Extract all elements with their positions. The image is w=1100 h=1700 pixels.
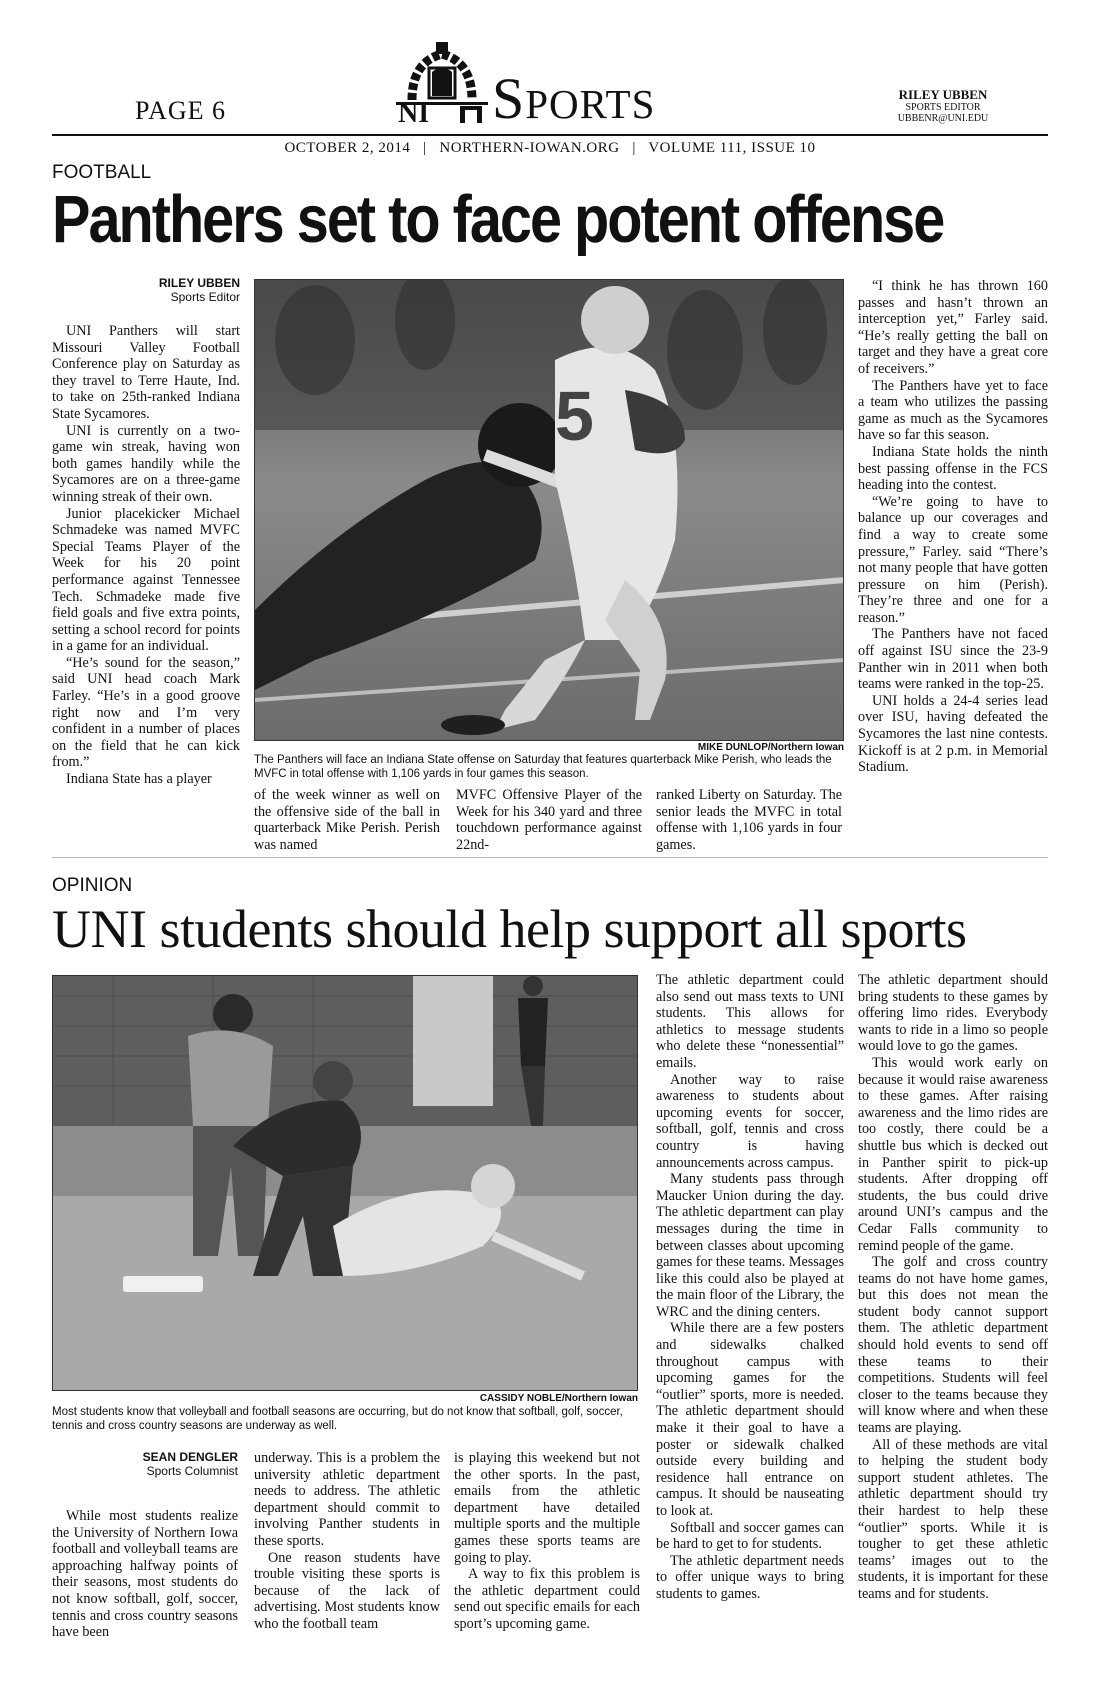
photo-caption: Most students know that volleyball and football seasons are occurring, but do not know that softball, golf, soccer, tennis and cross country seasons are underway as well. xyxy=(52,1406,623,1432)
article-column-5 xyxy=(858,278,1048,776)
paragraph: While most students realize the University of Northern Iowa football and volleyball teams are approaching halfway points of their seasons, most students do not know softball, golf, soccer, tennis and cross country seasons have been xyxy=(52,1508,238,1641)
paragraph: “We’re going to have to balance up our coverages and find a way to create some pressure,” Farley. said “There’s not many people that have gotten pressure on him (Perish). They’re three and one for a reason.” xyxy=(858,493,1048,626)
football-photo xyxy=(254,279,844,741)
paragraph: Indiana State holds the ninth best passing offense in the FCS heading into the contest. xyxy=(858,443,1048,494)
paragraph: The athletic department needs to offer unique ways to bring students to games. xyxy=(656,1552,844,1602)
paragraph: All of these methods are vital to helping the student body support student athletes. The athletic department should try their hardest to help these “outlier” sports. While it is tougher to get these athletic teams’ images out to the students, it is important for these teams and for students. xyxy=(858,1436,1048,1602)
editor-title: SPORTS EDITOR xyxy=(905,102,981,114)
masthead-rule xyxy=(52,134,1048,136)
paragraph: “I think he has thrown 160 passes and hasn’t thrown an interception yet,” Farley said. “He’s really getting the ball on target and they have a great core of receivers.” xyxy=(858,278,1048,377)
article-column-2 xyxy=(254,787,440,853)
article-column-5 xyxy=(858,972,1048,1603)
paragraph: underway. This is a problem the university athletic department needs to address. The athletic department should commit to involving Panther students in these sports. xyxy=(254,1450,440,1549)
editor-contact xyxy=(868,88,1018,124)
section-divider xyxy=(52,857,1048,858)
byline xyxy=(52,1450,238,1478)
section-title: Sports xyxy=(492,66,656,131)
paragraph: UNI Panthers will start Missouri Valley Football Conference play on Saturday as they travel to Terre Haute, Ind. to take on 25th-ranked Indiana State Sycamores. xyxy=(52,323,240,422)
photo-credit: CASSIDY NOBLE/Northern Iowan xyxy=(479,1393,638,1404)
page-number: PAGE 6 xyxy=(135,96,227,125)
softball-photo xyxy=(52,975,638,1391)
logo-letters: NI xyxy=(398,98,430,124)
paragraph: Another way to raise awareness to students about upcoming events for soccer, softball, golf, tennis and cross country is having announcements across campus. xyxy=(656,1071,844,1171)
paragraph: The athletic department should bring students to these games by offering limo rides. Everybody wants to ride in a limo so people would love to go the games. xyxy=(858,972,1048,1055)
paragraph: “He’s sound for the season,” said UNI head coach Mark Farley. “He’s in a good groove right now and I’m very confident in a number of places on the field that he can kick from.” xyxy=(52,654,240,771)
paragraph: While there are a few posters and sidewalks chalked throughout campus with upcoming games for the “outlier” sports, more is needed. The athletic department should make it their goal to have a poster or sidewalk chalked outside every building and residence hall entrance on campus. It should be nauseating to look at. xyxy=(656,1320,844,1519)
paragraph: Junior placekicker Michael Schmadeke was named MVFC Special Teams Player of the Week for his 20 point performance against Tennessee Tech. Schmadeke made five field goals and five extra points, setting a school record for points in a game for an individual. xyxy=(52,505,240,655)
paragraph: of the week winner as well on the offensive side of the ball in quarterback Mike Perish. Perish was named xyxy=(254,787,440,853)
byline-name: SEAN DENGLER xyxy=(142,1450,238,1464)
article-column-2 xyxy=(254,1450,440,1633)
paragraph: Indiana State has a player xyxy=(66,771,212,788)
headline-opinion: UNI students should help support all sports xyxy=(52,899,967,959)
byline-title: Sports Editor xyxy=(170,290,240,304)
paragraph: The athletic department could also send out mass texts to UNI students. This allows for athletics to message students who delete these “nonessential” emails. xyxy=(656,972,844,1071)
svg-text:5: 5 xyxy=(555,377,594,455)
photo-credit: MIKE DUNLOP/Northern Iowan xyxy=(697,742,844,753)
paragraph: ranked Liberty on Saturday. The senior leads the MVFC in total offense with 1,106 yards in four games. xyxy=(656,787,842,853)
date-line: OCTOBER 2, 2014 | NORTHERN-IOWAN.ORG | VOLUME 111, ISSUE 10 xyxy=(284,140,816,156)
paragraph: MVFC Offensive Player of the Week for his 340 yard and three touchdown performance against 22nd- xyxy=(456,787,642,853)
article-column-3 xyxy=(456,787,642,853)
byline xyxy=(52,276,240,304)
paragraph: This would work early on because it would raise awareness to these games. After raising awareness and the limo rides are too costly, there could be a shuttle bus which is decked out in Panther spirit to pick-up students. After dropping off students, the bus could drive around UNI’s campus and the Cedar Falls community to remind people of the game. xyxy=(858,1054,1048,1254)
paragraph: One reason students have trouble visiting these sports is because of the lack of advertising. Most students know who the football team xyxy=(254,1549,440,1632)
paragraph: The Panthers have not faced off against ISU since the 23-9 Panther win in 2011 when both teams were ranked in the top-25. xyxy=(858,626,1048,693)
editor-email: UBBENR@UNI.EDU xyxy=(897,113,989,125)
paragraph: A way to fix this problem is the athletic department could send out specific emails for each sport’s upcoming game. xyxy=(454,1566,640,1632)
uni-dome-logo-icon xyxy=(394,40,490,124)
article-column-3 xyxy=(454,1450,640,1633)
paragraph: Softball and soccer games can be hard to get to for students. xyxy=(656,1519,844,1553)
section-label-football: FOOTBALL xyxy=(52,162,152,183)
paragraph: Many students pass through Maucker Union during the day. The athletic department can play messages during the time in between classes about upcoming games for these teams. Messages like this could also be played at the main floor of the Library, the WRC and the dining centers. xyxy=(656,1171,844,1320)
paragraph: is playing this weekend but not the other sports. In the past, emails from the athletic department have detailed multiple sports and the multiple games these sports teams are going to play. xyxy=(454,1450,640,1566)
paragraph: The Panthers have yet to face a team who utilizes the passing game as much as the Sycamores have so far this season. xyxy=(858,377,1048,444)
photo-caption: The Panthers will face an Indiana State offense on Saturday that features quarterback Mike Perish, who leads the MVFC in total offense with 1,106 yards in four games this season. xyxy=(254,754,832,780)
paragraph: UNI holds a 24-4 series lead over ISU, having defeated the Sycamores the last nine contests. Kickoff is at 2 p.m. in Memorial Stadium. xyxy=(858,692,1048,776)
paragraph: The golf and cross country teams do not have home games, but this does not mean the student body cannot support them. The athletic department should hold events to send off these teams to their competitions. Students will feel closer to the teams because they will know where and when these teams are playing. xyxy=(858,1254,1048,1437)
article-column-4 xyxy=(656,972,844,1603)
paragraph: UNI is currently on a two-game win streak, having won both games handily while the Sycamores are on a three-game winning streak of their own. xyxy=(52,422,240,505)
article-column-4 xyxy=(656,787,842,853)
headline-football: Panthers set to face potent offense xyxy=(52,182,944,257)
article-column-1 xyxy=(52,323,240,788)
editor-name: RILEY UBBEN xyxy=(898,87,988,102)
article-column-1 xyxy=(52,1508,238,1641)
byline-name: RILEY UBBEN xyxy=(158,276,240,290)
byline-title: Sports Columnist xyxy=(146,1464,238,1478)
section-label-opinion: OPINION xyxy=(52,875,133,896)
